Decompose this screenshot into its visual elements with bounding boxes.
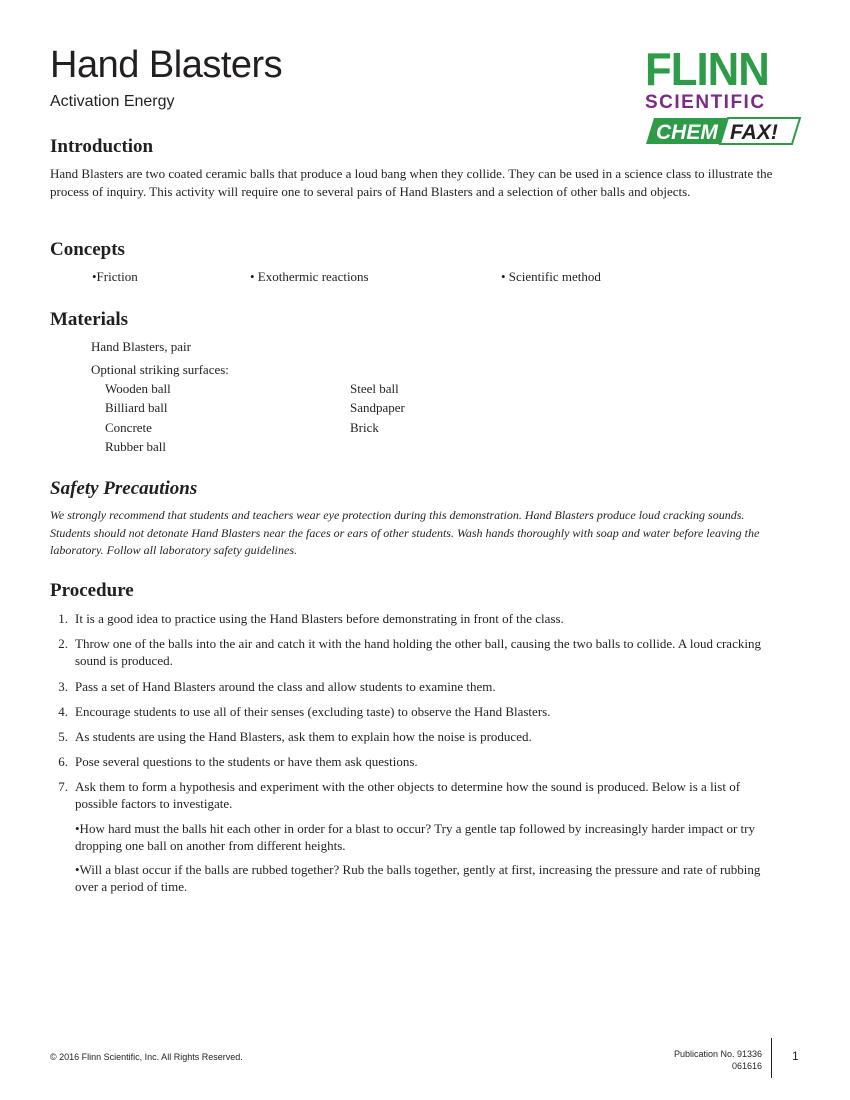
publication-code: 061616 [731, 1061, 762, 1071]
page-title: Hand Blasters [50, 44, 283, 86]
page-subtitle: Activation Energy [50, 93, 175, 110]
safety-text: We strongly recommend that students and teachers wear eye protection during this demonstration. Hand Blasters produce loud cracking sounds. Students should not detonate Hand Blasters near the faces or ears of other students. Wash hands thoroughly with soap and water before leaving the laboratory. Follow all laboratory safety guidelines. [50, 508, 760, 557]
publication-number: Publication No. 91336 [673, 1049, 762, 1059]
introduction-heading: Introduction [50, 136, 154, 157]
materials-heading: Materials [50, 309, 129, 330]
material-item: Rubber ball [105, 439, 167, 454]
footer-copyright: © 2016 Flinn Scientific, Inc. All Rights Reserved. [50, 1052, 243, 1062]
bullet-text: •How hard must the balls hit each other in order for a blast to occur? Try a gentle tap followed by increasingly harder impact or try dropping one ball on another from different heights. [75, 821, 755, 853]
step-text: As students are using the Hand Blasters, ask them to explain how the noise is produced. [75, 729, 532, 744]
material-item: Sandpaper [350, 400, 405, 415]
step-text: It is a good idea to practice using the Hand Blasters before demonstrating in front of the class. [75, 611, 564, 626]
safety-heading: Safety Precautions [50, 478, 198, 499]
concept-item: • Scientific method [501, 269, 601, 284]
step-text: Pose several questions to the students or have them ask questions. [75, 754, 418, 769]
footer-divider [771, 1038, 772, 1078]
step-number: 3. [58, 679, 68, 694]
step-text: Ask them to form a hypothesis and experiment with the other objects to determine how the sound is produced. Below is a list of possible factors to investigate. [75, 779, 741, 811]
material-item: Brick [350, 420, 379, 435]
material-item: Concrete [105, 420, 152, 435]
concept-item: •Friction [92, 269, 138, 284]
step-number: 5. [58, 729, 68, 744]
page-number: 1 [792, 1049, 799, 1063]
chem-text: CHEM [656, 121, 718, 144]
introduction-text: Hand Blasters are two coated ceramic balls that produce a loud bang when they collide. They can be used in a science class to illustrate the process of inquiry. This activity will require one to several pairs of Hand Blasters and a selection of other balls and objects. [50, 166, 773, 199]
material-item: Wooden ball [105, 381, 171, 396]
fax-text: FAX! [730, 121, 778, 144]
logo-flinn-text: FLINN [645, 43, 769, 95]
chemfax-banner-icon [642, 116, 802, 146]
step-text: Throw one of the balls into the air and catch it with the hand holding the other ball, causing the two balls to collide. A loud cracking sound is produced. [75, 636, 761, 668]
step-number: 6. [58, 754, 68, 769]
step-number: 1. [58, 611, 68, 626]
step-text: Pass a set of Hand Blasters around the class and allow students to examine them. [75, 679, 496, 694]
step-number: 2. [58, 636, 68, 651]
logo-scientific-text: SCIENTIFIC [645, 92, 766, 113]
bullet-text: •Will a blast occur if the balls are rubbed together? Rub the balls together, gently at first, increasing the pressure and rate of rubbing over a period of time. [75, 862, 761, 894]
procedure-heading: Procedure [50, 580, 134, 601]
flinn-logo [640, 43, 805, 150]
material-item: Billiard ball [105, 400, 168, 415]
step-text: Encourage students to use all of their senses (excluding taste) to observe the Hand Blasters. [75, 704, 551, 719]
concept-item: • Exothermic reactions [250, 269, 369, 284]
concepts-heading: Concepts [50, 239, 125, 260]
step-number: 7. [58, 779, 68, 794]
step-number: 4. [58, 704, 68, 719]
footer-publication [674, 1048, 762, 1072]
materials-optional-label: Optional striking surfaces: [91, 362, 229, 377]
material-item: Steel ball [350, 381, 399, 396]
materials-main-item: Hand Blasters, pair [91, 339, 192, 354]
